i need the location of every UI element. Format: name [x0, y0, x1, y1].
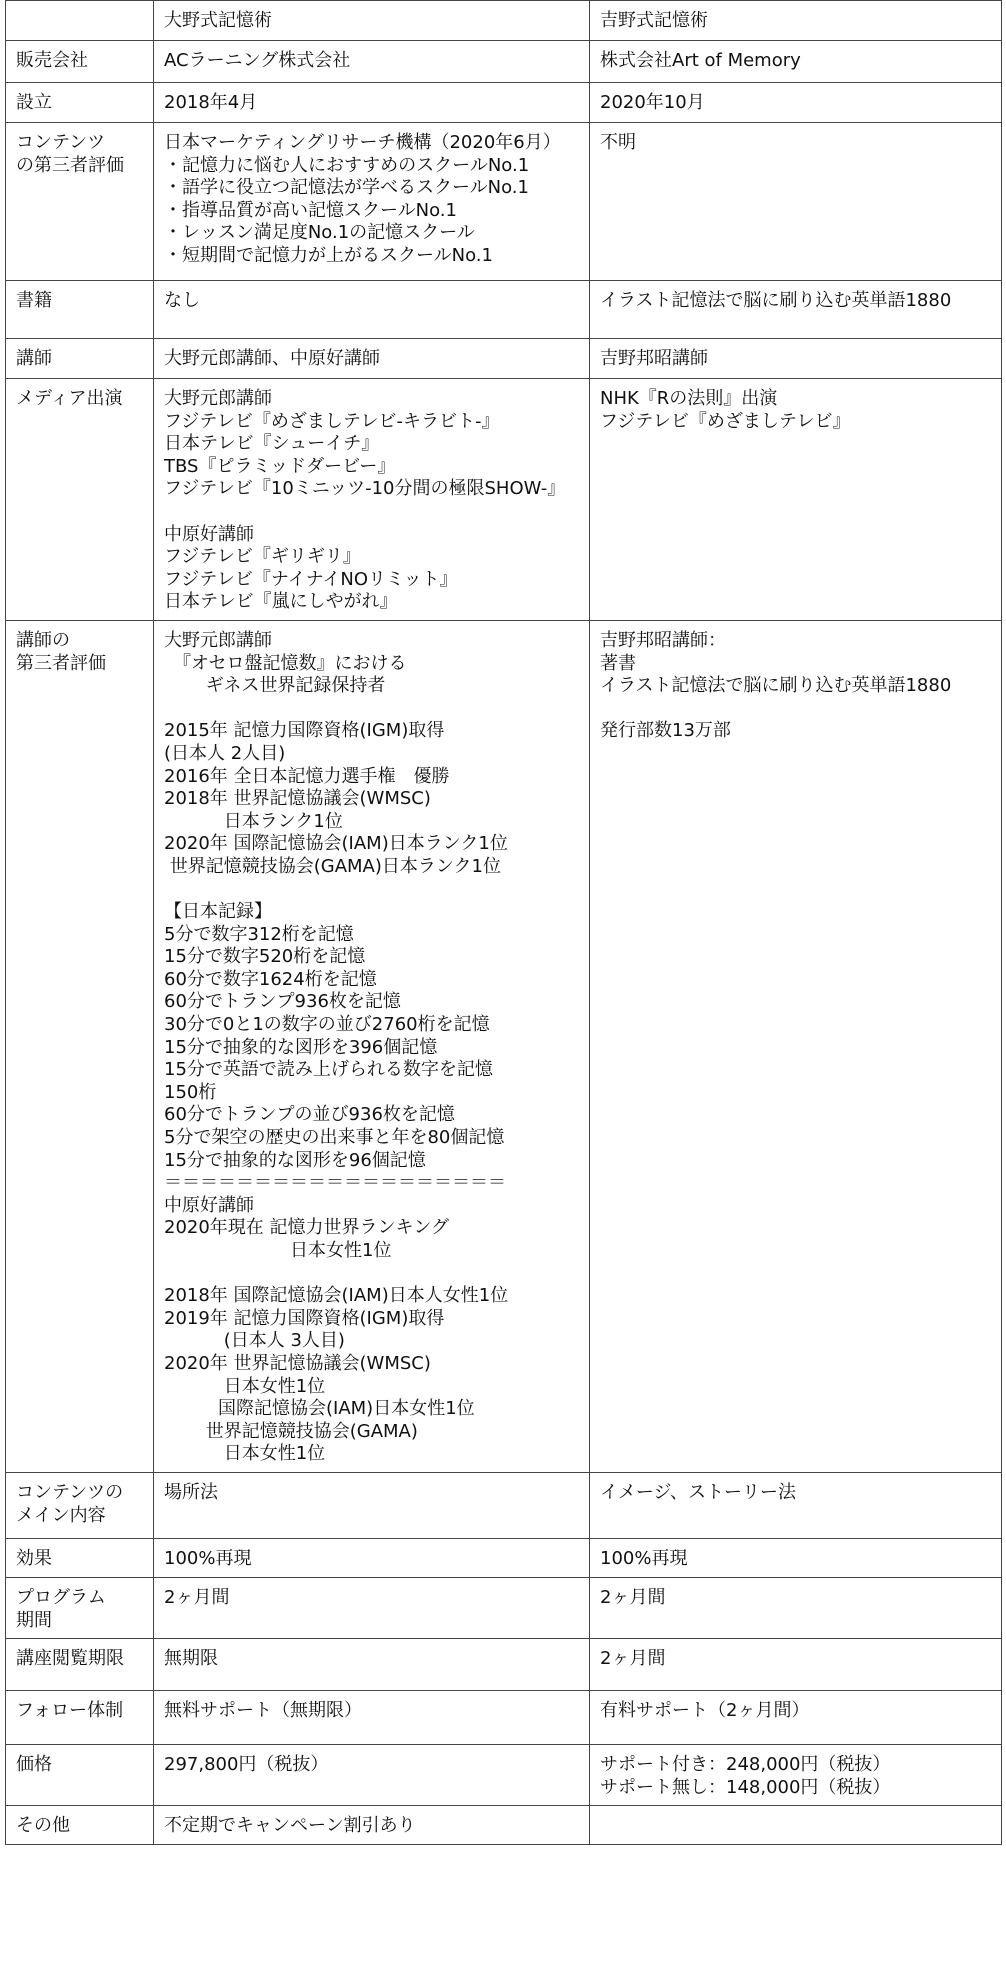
table-row-support: [6, 1691, 1002, 1745]
ono-value-line: ・記憶力に悩む人におすすめのスクールNo.1: [164, 154, 530, 176]
table-header-row: [6, 1, 1002, 41]
header-label-cell: [6, 1, 154, 41]
row-label-line: 第三者評価: [16, 652, 106, 674]
ono-value-line: 100%再現: [164, 1547, 252, 1569]
ono-value-line: 日本ランク1位: [164, 810, 343, 832]
ono-value-line: 『オセロ盤記憶数』における: [164, 652, 407, 674]
ono-value-cell: [154, 1806, 590, 1845]
ono-value-line: 【日本記録】: [164, 901, 272, 923]
yoshino-value-cell: [590, 339, 1002, 379]
table-row-access: [6, 1639, 1002, 1691]
yoshino-value-line: フジテレビ『めざましテレビ』: [600, 410, 851, 432]
ono-value-line: 2020年 世界記憶協議会(WMSC): [164, 1352, 431, 1374]
ono-value-line: (日本人 3人目): [164, 1330, 345, 1352]
row-label-cell: [6, 1472, 154, 1538]
row-label-line: その他: [16, 1815, 70, 1837]
row-label-line: の第三者評価: [16, 154, 124, 176]
ono-value-line: フジテレビ『ナイナイNOリミット』: [164, 568, 458, 590]
ono-value-cell: [154, 1691, 590, 1745]
ono-value-line: 2016年 全日本記憶力選手権 優勝: [164, 765, 450, 787]
ono-value-line: 世界記憶競技協会(GAMA)日本ランク1位: [164, 855, 501, 877]
table-row-price: [6, 1745, 1002, 1806]
yoshino-value-line: 2ヶ月間: [600, 1586, 666, 1608]
yoshino-value-cell: [590, 620, 1002, 1472]
ono-value-line: 大野元郎講師、中原好講師: [164, 348, 380, 369]
ono-value-line: 2020年 国際記憶協会(IAM)日本ランク1位: [164, 833, 508, 855]
yoshino-value-cell: [590, 123, 1002, 281]
ono-value-line: 日本女性1位: [164, 1239, 392, 1261]
yoshino-value-cell: [590, 41, 1002, 83]
ono-value-line: 無期限: [164, 1648, 218, 1670]
ono-value-line: 2019年 記憶力国際資格(IGM)取得: [164, 1307, 445, 1329]
ono-value-line: 60分で数字1624桁を記憶: [164, 968, 377, 990]
ono-value-line: フジテレビ『めざましテレビ-キラビト-』: [164, 410, 500, 432]
row-label-cell: [6, 1806, 154, 1845]
ono-value-line: ＝＝＝＝＝＝＝＝＝＝＝＝＝＝＝＝＝＝＝: [164, 1172, 506, 1194]
row-label-line: 期間: [16, 1609, 52, 1631]
table-row-third_party: [6, 123, 1002, 281]
yoshino-value-cell: [590, 1538, 1002, 1577]
row-label-line: 講座閲覧期限: [16, 1648, 124, 1670]
ono-value-line: 2018年4月: [164, 92, 258, 113]
ono-value-line: 2ヶ月間: [164, 1586, 230, 1608]
row-label-line: 販売会社: [16, 50, 88, 71]
row-label-cell: [6, 41, 154, 83]
ono-value-cell: [154, 1639, 590, 1691]
ono-value-line: ACラーニング株式会社: [164, 50, 351, 71]
row-label-line: フォロー体制: [16, 1700, 124, 1722]
yoshino-value-line: 不明: [600, 132, 636, 153]
row-label-cell: [6, 83, 154, 123]
ono-value-line: 日本女性1位: [164, 1375, 326, 1397]
ono-value-line: ギネス世界記録保持者: [164, 675, 386, 697]
row-label-line: メイン内容: [16, 1504, 106, 1526]
row-label-cell: [6, 123, 154, 281]
ono-value-line: 2018年 国際記憶協会(IAM)日本人女性1位: [164, 1285, 509, 1307]
ono-value-line: 60分でトランプ936枚を記憶: [164, 991, 401, 1013]
yoshino-value-cell: [590, 379, 1002, 621]
table-row-main_content: [6, 1472, 1002, 1538]
ono-value-line: フジテレビ『10ミニッツ-10分間の極限SHOW-』: [164, 478, 566, 500]
yoshino-value-cell: [590, 83, 1002, 123]
yoshino-value-line: [600, 698, 993, 721]
ono-value-line: 150桁: [164, 1081, 217, 1103]
row-label-line: 講師の: [16, 629, 70, 651]
header-ono-method: 大野式記憶術: [154, 1, 590, 41]
yoshino-value-cell: [590, 1691, 1002, 1745]
row-label-line: 書籍: [16, 290, 52, 311]
yoshino-value-line: 吉野邦昭講師: [600, 348, 708, 369]
row-label-line: コンテンツ: [16, 132, 106, 153]
ono-value-cell: [154, 379, 590, 621]
ono-value-line: 中原好講師: [164, 1194, 254, 1216]
ono-value-line: 中原好講師: [164, 523, 254, 545]
row-label-line: 講師: [16, 348, 52, 369]
table-row-instructor_eval: [6, 620, 1002, 1472]
table-row-period: [6, 1577, 1002, 1638]
table-row-effect: [6, 1538, 1002, 1577]
ono-value-line: 15分で数字520桁を記憶: [164, 946, 366, 968]
ono-value-line: なし: [164, 290, 200, 311]
ono-value-line: 2018年 世界記憶協議会(WMSC): [164, 788, 431, 810]
ono-value-line: 不定期でキャンペーン割引あり: [164, 1815, 416, 1837]
ono-value-line: ・短期間で記憶力が上がるスクールNo.1: [164, 244, 493, 266]
row-label-cell: [6, 281, 154, 339]
row-label-line: 価格: [16, 1754, 52, 1776]
yoshino-value-line: NHK『Rの法則』出演: [600, 388, 778, 409]
row-label-cell: [6, 1538, 154, 1577]
ono-value-line: 5分で数字312桁を記憶: [164, 923, 354, 945]
yoshino-value-line: 有料サポート（2ヶ月間）: [600, 1700, 810, 1722]
table-row-founded: [6, 83, 1002, 123]
yoshino-value-cell: [590, 1745, 1002, 1806]
ono-value-line: 60分でトランプの並び936枚を記憶: [164, 1104, 455, 1126]
yoshino-value-line: 株式会社Art of Memory: [600, 50, 801, 71]
ono-value-line: ・指導品質が高い記憶スクールNo.1: [164, 199, 457, 221]
yoshino-value-line: 100%再現: [600, 1547, 688, 1569]
ono-value-line: [164, 878, 581, 901]
table-row-books: [6, 281, 1002, 339]
yoshino-value-line: 吉野邦昭講師：: [600, 629, 726, 651]
ono-value-line: 297,800円（税抜）: [164, 1754, 329, 1776]
yoshino-value-line: 発行部数13万部: [600, 720, 731, 742]
ono-value-line: フジテレビ『ギリギリ』: [164, 546, 361, 568]
row-label-line: 効果: [16, 1547, 52, 1569]
ono-value-line: 国際記憶協会(IAM)日本女性1位: [164, 1398, 475, 1420]
ono-value-line: 15分で英語で読み上げられる数字を記憶: [164, 1059, 493, 1081]
ono-value-line: 2020年現在 記憶力世界ランキング: [164, 1217, 449, 1239]
ono-value-cell: [154, 83, 590, 123]
yoshino-value-line: サポート無し：148,000円（税抜）: [600, 1776, 891, 1798]
ono-value-line: 日本マーケティングリサーチ機構（2020年6月）: [164, 132, 561, 153]
yoshino-value-line: イラスト記憶法で脳に刷り込む英単語1880: [600, 675, 952, 697]
table-row-other: [6, 1806, 1002, 1845]
row-label-cell: [6, 1691, 154, 1745]
yoshino-value-cell: [590, 1577, 1002, 1638]
yoshino-value-line: サポート付き：248,000円（税抜）: [600, 1754, 891, 1776]
ono-value-line: 無料サポート（無期限）: [164, 1700, 362, 1722]
ono-value-line: 大野元郎講師: [164, 388, 272, 409]
yoshino-value-cell: [590, 1472, 1002, 1538]
ono-value-line: 大野元郎講師: [164, 629, 272, 651]
row-label-cell: [6, 1639, 154, 1691]
ono-value-cell: [154, 620, 590, 1472]
row-label-cell: [6, 379, 154, 621]
ono-value-cell: [154, 1745, 590, 1806]
ono-value-line: TBS『ピラミッドダービー』: [164, 455, 396, 477]
ono-value-line: [164, 698, 581, 721]
ono-value-cell: [154, 339, 590, 379]
yoshino-value-line: イメージ、ストーリー法: [600, 1481, 797, 1503]
ono-value-line: 場所法: [164, 1481, 218, 1503]
ono-value-line: ・レッスン満足度No.1の記憶スクール: [164, 222, 475, 244]
ono-value-cell: [154, 41, 590, 83]
ono-value-cell: [154, 1538, 590, 1577]
yoshino-value-cell: [590, 1639, 1002, 1691]
table-row-instructor: [6, 339, 1002, 379]
yoshino-value-line: イラスト記憶法で脳に刷り込む英単語1880: [600, 290, 952, 311]
ono-value-line: 日本テレビ『シューイチ』: [164, 433, 380, 455]
ono-value-line: 2015年 記憶力国際資格(IGM)取得: [164, 720, 445, 742]
header-yoshino-method: 吉野式記憶術: [590, 1, 1002, 41]
ono-value-line: ・語学に役立つ記憶法が学べるスクールNo.1: [164, 177, 529, 199]
ono-value-cell: [154, 123, 590, 281]
ono-value-line: [164, 501, 581, 524]
ono-value-line: (日本人 2人目): [164, 742, 286, 764]
ono-value-line: 5分で架空の歴史の出来事と年を80個記憶: [164, 1127, 505, 1148]
ono-value-line: 30分で0と1の数字の並び2760桁を記憶: [164, 1014, 490, 1036]
row-label-cell: [6, 339, 154, 379]
row-label-cell: [6, 620, 154, 1472]
ono-value-line: [164, 1263, 581, 1286]
row-label-line: コンテンツの: [16, 1481, 124, 1503]
ono-value-cell: [154, 1577, 590, 1638]
table-row-media: [6, 379, 1002, 621]
ono-value-cell: [154, 281, 590, 339]
ono-value-line: 日本女性1位: [164, 1443, 326, 1465]
yoshino-value-line: 著書: [600, 652, 636, 674]
row-label-line: 設立: [16, 92, 52, 113]
row-label-line: メディア出演: [16, 388, 123, 409]
table-row-company: [6, 41, 1002, 83]
row-label-cell: [6, 1745, 154, 1806]
comparison-table: [5, 0, 1002, 1845]
yoshino-value-line: 2020年10月: [600, 92, 705, 113]
ono-value-cell: [154, 1472, 590, 1538]
yoshino-value-cell: [590, 1806, 1002, 1845]
ono-value-line: 15分で抽象的な図形を96個記憶: [164, 1149, 426, 1171]
ono-value-line: 15分で抽象的な図形を396個記憶: [164, 1036, 438, 1058]
ono-value-line: 世界記憶競技協会(GAMA): [164, 1420, 418, 1442]
yoshino-value-cell: [590, 281, 1002, 339]
row-label-cell: [6, 1577, 154, 1638]
row-label-line: プログラム: [16, 1586, 106, 1608]
ono-value-line: 日本テレビ『嵐にしやがれ』: [164, 591, 398, 613]
yoshino-value-line: 2ヶ月間: [600, 1648, 666, 1670]
